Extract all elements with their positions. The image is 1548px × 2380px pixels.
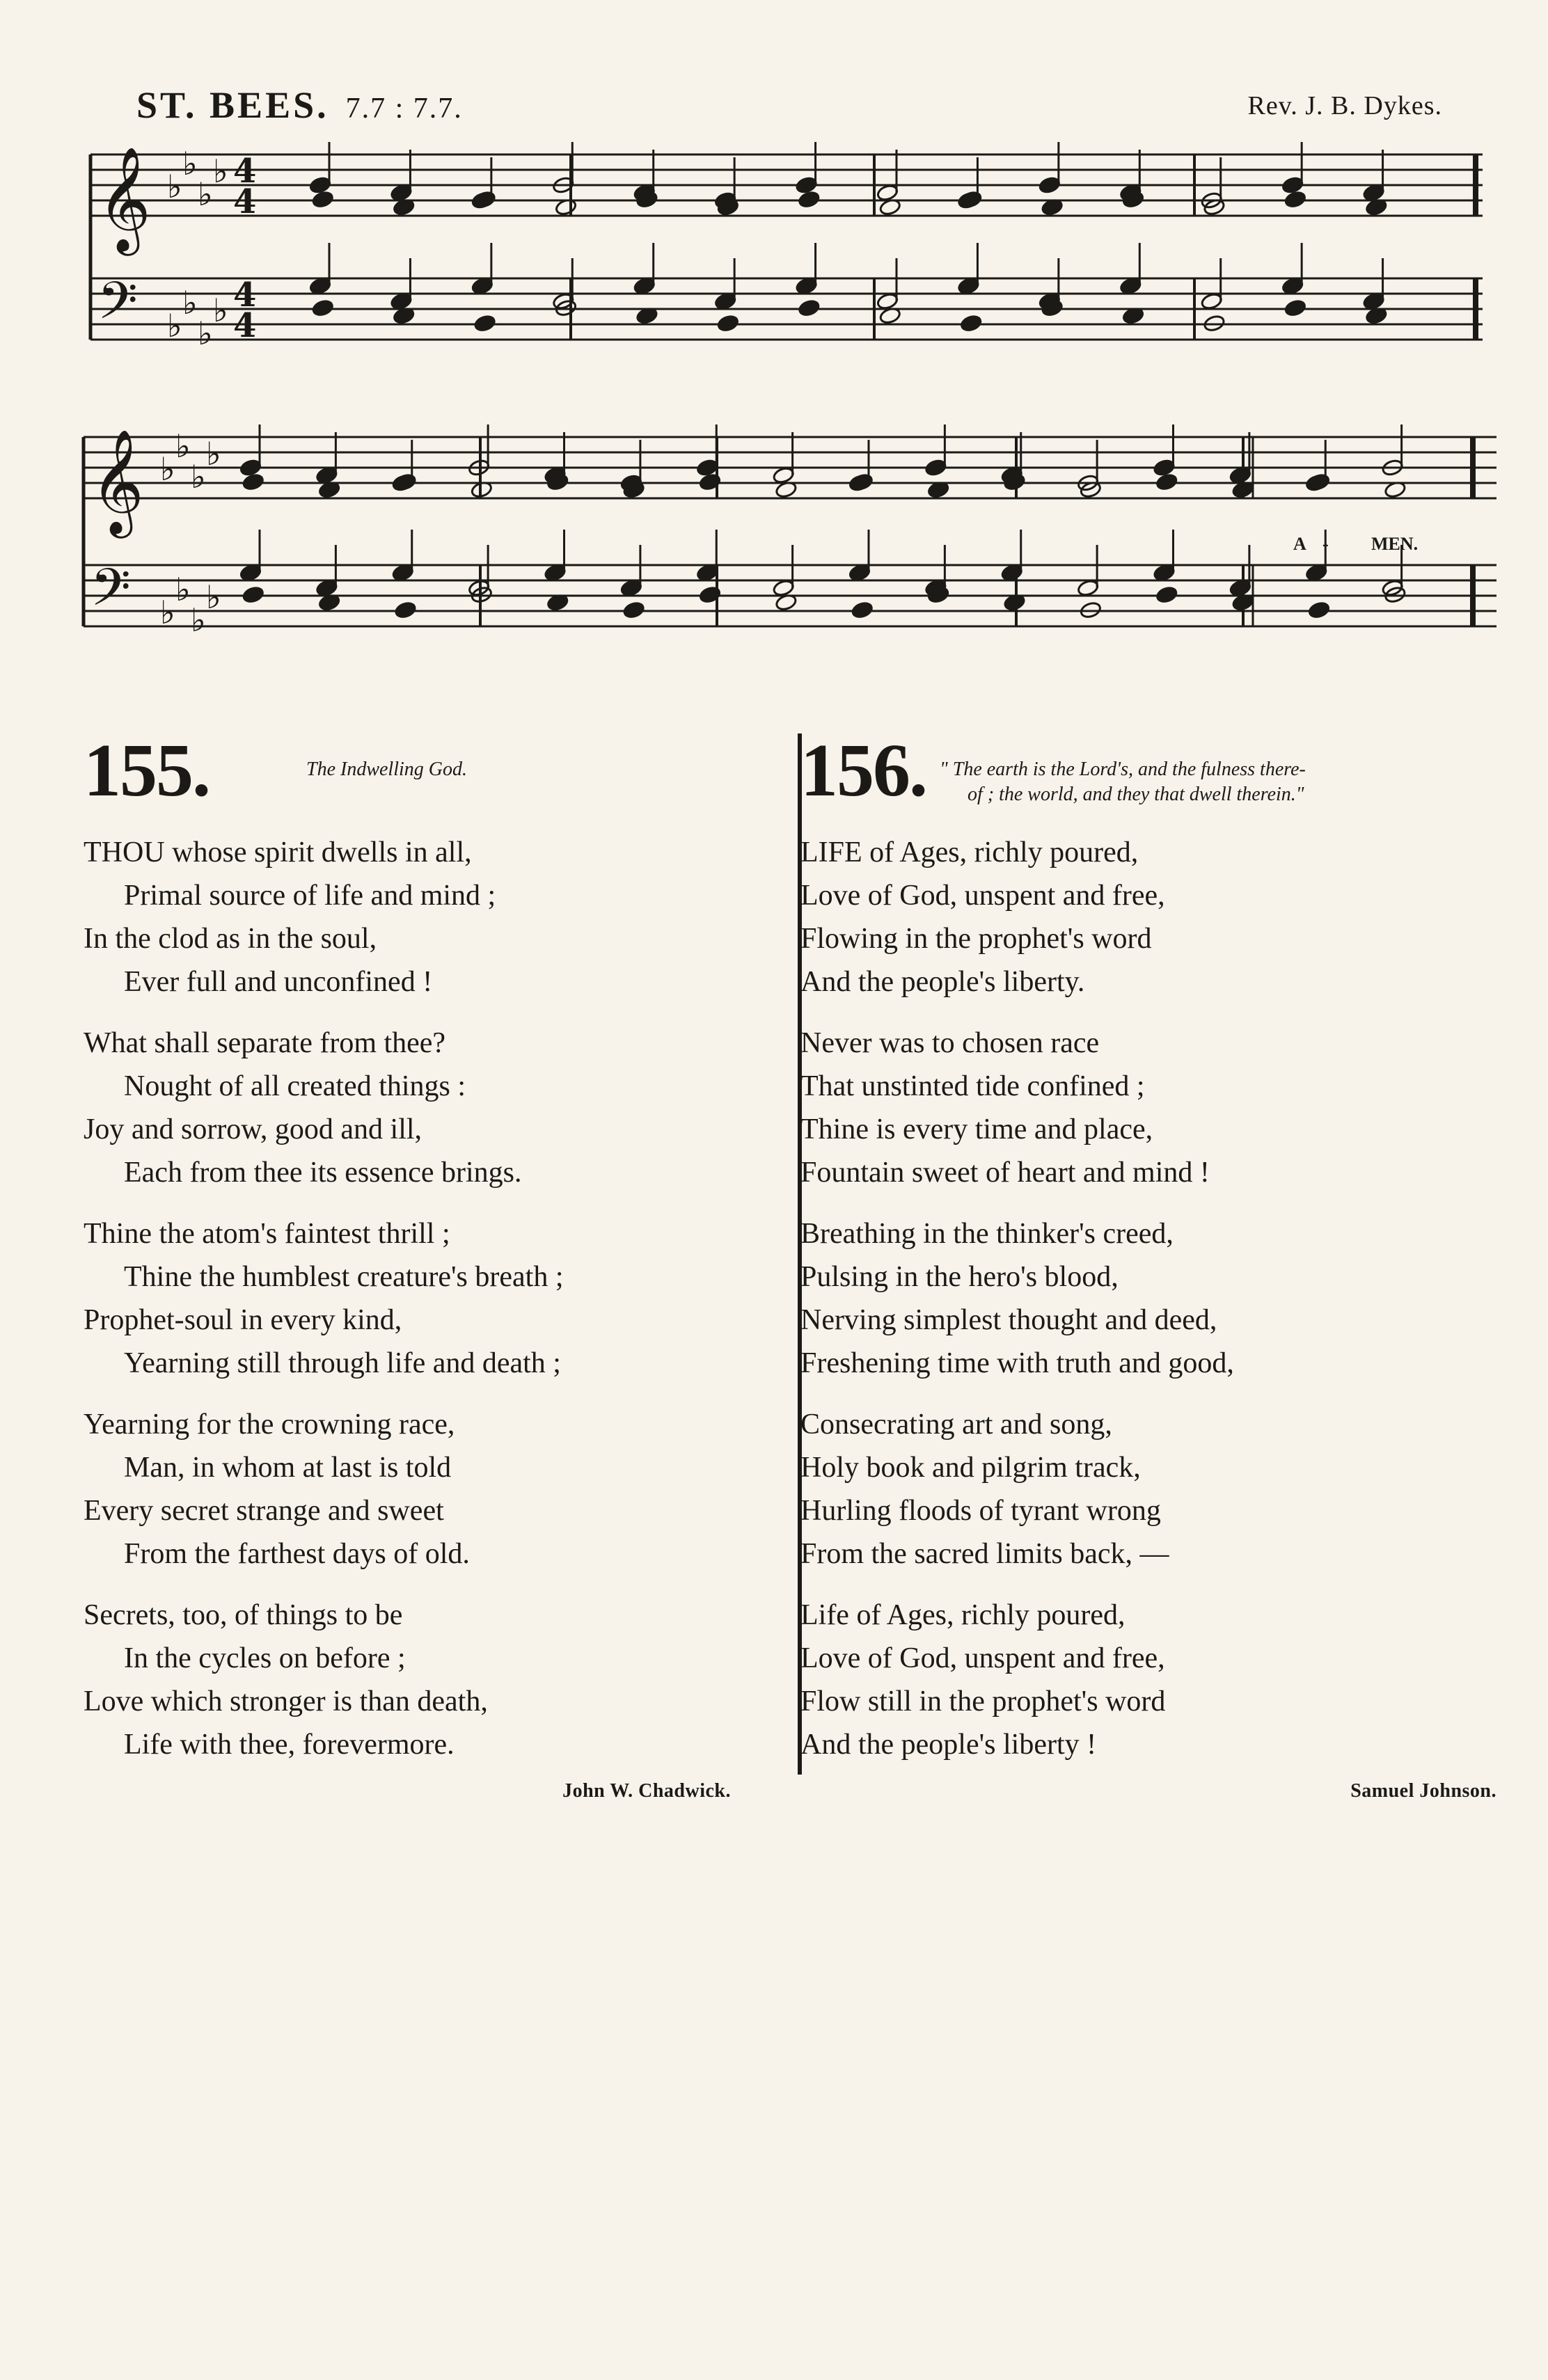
quarter-note — [633, 277, 655, 295]
quarter-note — [714, 292, 736, 310]
quarter-note — [309, 277, 331, 295]
quarter-note — [392, 564, 414, 582]
stanza — [84, 831, 752, 1003]
hymn-subtitle — [940, 757, 1469, 807]
quarter-note — [795, 176, 817, 194]
quarter-note — [312, 299, 334, 317]
hymn-subtitle: The Indwelling God. — [306, 759, 467, 780]
quarter-note — [239, 459, 262, 477]
quarter-note — [1284, 299, 1306, 317]
hymn-author: Samuel Johnson. — [1350, 1780, 1496, 1802]
quarter-note — [851, 473, 874, 491]
verse-line: Flowing in the prophet's word — [800, 923, 1152, 955]
quarter-note — [795, 277, 817, 295]
quarter-note — [1153, 564, 1175, 582]
verse-line: From the farthest days of old. — [124, 1538, 470, 1570]
bass-clef-icon: 𝄢 — [90, 557, 131, 630]
quarter-note — [717, 314, 739, 332]
verse-line: Primal source of life and mind ; — [124, 880, 496, 912]
flat-icon: ♭ — [198, 315, 213, 352]
hymn-156 — [800, 729, 1496, 1802]
quarter-note — [798, 190, 820, 208]
bass-clef-icon: 𝄢 — [97, 271, 138, 344]
flat-icon: ♭ — [206, 578, 221, 616]
half-note — [876, 184, 899, 202]
quarter-note — [544, 564, 566, 582]
stanza — [84, 1594, 752, 1766]
quarter-note — [1362, 292, 1384, 310]
half-note — [1200, 292, 1222, 310]
flat-icon: ♭ — [167, 168, 182, 205]
quarter-note — [394, 473, 416, 491]
verse-line: Yearning for the crowning race, — [84, 1409, 455, 1441]
verse-line: Fountain sweet of heart and mind ! — [800, 1157, 1210, 1189]
flat-icon: ♭ — [167, 307, 182, 344]
flat-icon: ♭ — [191, 601, 206, 639]
verse-line: Every secret strange and sweet — [84, 1495, 444, 1527]
flat-icon: ♭ — [198, 175, 213, 213]
stanza — [800, 1594, 1469, 1766]
verse-line: Love which stronger is than death, — [84, 1685, 488, 1717]
quarter-note — [312, 190, 334, 208]
verse-line: From the sacred limits back, — — [800, 1538, 1169, 1570]
half-note — [772, 579, 794, 597]
quarter-note — [1229, 579, 1251, 597]
flat-icon: ♭ — [160, 594, 175, 631]
quarter-note — [1153, 459, 1175, 477]
quarter-note — [1362, 184, 1384, 202]
quarter-note — [394, 601, 416, 619]
quarter-note — [1281, 176, 1304, 194]
quarter-note — [620, 579, 642, 597]
quarter-note — [242, 473, 264, 491]
verse-line: Man, in whom at last is told — [124, 1452, 452, 1484]
quarter-note — [960, 314, 982, 332]
verse-line: THOU whose spirit dwells in all, — [84, 836, 472, 868]
quarter-note — [1308, 601, 1330, 619]
flat-icon: ♭ — [182, 145, 198, 182]
verse-line: And the people's liberty. — [800, 966, 1085, 998]
verse-line: Breathing in the thinker's creed, — [800, 1218, 1174, 1250]
quarter-note — [1305, 564, 1327, 582]
quarter-note — [315, 466, 338, 484]
amen-syllable: MEN. — [1371, 534, 1419, 554]
verse-line: And the people's liberty ! — [800, 1729, 1097, 1761]
stanza — [84, 1212, 752, 1385]
half-note — [772, 466, 794, 484]
quarter-note — [848, 564, 871, 582]
tune-name: ST. BEES. — [136, 84, 329, 126]
verse-line: Hurling floods of tyrant wrong — [800, 1495, 1161, 1527]
verse-line: Thine the atom's faintest thrill ; — [84, 1218, 450, 1250]
quarter-note — [1155, 473, 1178, 491]
quarter-note — [309, 176, 331, 194]
verse-line: Flow still in the prophet's word — [800, 1685, 1166, 1717]
verse-line: Life of Ages, richly poured, — [800, 1599, 1126, 1631]
quarter-note — [315, 579, 338, 597]
quarter-note — [390, 184, 412, 202]
verse-line: What shall separate from thee? — [84, 1027, 446, 1059]
stanza — [84, 1403, 752, 1576]
verse-line: Consecrating art and song, — [800, 1409, 1112, 1441]
quarter-note — [957, 277, 979, 295]
flat-icon: ♭ — [182, 284, 198, 322]
verse-line: Freshening time with truth and good, — [800, 1347, 1234, 1379]
music-score — [0, 0, 1548, 696]
flat-icon: ♭ — [175, 427, 191, 465]
quarter-note — [696, 459, 718, 477]
verse-line: Thine the humblest creature's breath ; — [124, 1261, 564, 1293]
hymn-verses — [800, 831, 1469, 1766]
quarter-note — [1308, 473, 1330, 491]
verse-line: Love of God, unspent and free, — [800, 1642, 1165, 1674]
verse-line: Life with thee, forevermore. — [124, 1729, 455, 1761]
quarter-note — [1155, 585, 1178, 603]
quarter-note — [1229, 466, 1251, 484]
flat-icon: ♭ — [175, 571, 191, 608]
verse-line: LIFE of Ages, richly poured, — [800, 836, 1139, 868]
quarter-note — [239, 564, 262, 582]
time-signature: 4 — [233, 276, 257, 315]
hymn-155 — [84, 729, 752, 1802]
quarter-note — [924, 459, 947, 477]
quarter-note — [473, 314, 496, 332]
hymn-subtitle-line: " The earth is the Lord's, and the fulness there- — [940, 759, 1306, 780]
tune-meter: 7.7 : 7.7. — [345, 93, 463, 125]
quarter-note — [696, 564, 718, 582]
stanza — [800, 1212, 1469, 1385]
half-note — [876, 292, 899, 310]
hymn-number: 155. — [84, 729, 210, 812]
verse-line: Each from thee its essence brings. — [124, 1157, 522, 1189]
quarter-note — [960, 190, 982, 208]
verse-line: Holy book and pilgrim track, — [800, 1452, 1141, 1484]
verse-line: Love of God, unspent and free, — [800, 880, 1165, 912]
verse-line: In the clod as in the soul, — [84, 923, 377, 955]
quarter-note — [1001, 564, 1023, 582]
verse-line: Never was to chosen race — [800, 1027, 1100, 1059]
treble-clef-icon: 𝄞 — [90, 428, 144, 534]
flat-icon: ♭ — [213, 292, 228, 329]
amen-syllable: A — [1293, 534, 1306, 554]
verse-line: In the cycles on before ; — [124, 1642, 406, 1674]
quarter-note — [798, 299, 820, 317]
time-signature: 4 — [233, 152, 257, 191]
flat-icon: ♭ — [213, 152, 228, 190]
verse-line: Nerving simplest thought and deed, — [800, 1304, 1217, 1336]
amen-syllable: - — [1322, 534, 1329, 554]
quarter-note — [473, 190, 496, 208]
stanza — [800, 831, 1469, 1003]
hymn-subtitle-line: of ; the world, and they that dwell therein." — [968, 784, 1304, 805]
verse-line: Yearning still through life and death ; — [124, 1347, 561, 1379]
verse-line: Joy and sorrow, good and ill, — [84, 1113, 422, 1145]
flat-icon: ♭ — [206, 435, 221, 473]
verse-line: Nought of all created things : — [124, 1070, 466, 1102]
time-signature: 4 — [233, 306, 257, 345]
quarter-note — [851, 601, 874, 619]
quarter-note — [471, 277, 493, 295]
flat-icon: ♭ — [160, 450, 175, 488]
stanza — [800, 1403, 1469, 1576]
quarter-note — [1281, 277, 1304, 295]
flat-icon: ♭ — [191, 458, 206, 495]
quarter-note — [622, 601, 645, 619]
verse-line: Prophet-soul in every kind, — [84, 1304, 402, 1336]
quarter-note — [1284, 190, 1306, 208]
half-note — [1077, 579, 1099, 597]
hymn-author: John W. Chadwick. — [562, 1780, 731, 1802]
quarter-note — [1038, 176, 1061, 194]
hymn-verses — [84, 831, 752, 1766]
stanza — [84, 1022, 752, 1194]
verse-line: Secrets, too, of things to be — [84, 1599, 403, 1631]
treble-clef-icon: 𝄞 — [97, 145, 151, 251]
verse-line: Pulsing in the hero's blood, — [800, 1261, 1119, 1293]
time-signature: 4 — [233, 182, 257, 221]
quarter-note — [390, 292, 412, 310]
hymn-number: 156. — [800, 729, 926, 812]
verse-line: That unstinted tide confined ; — [800, 1070, 1145, 1102]
verse-line: Thine is every time and place, — [800, 1113, 1153, 1145]
quarter-note — [1119, 277, 1142, 295]
stanza — [800, 1022, 1469, 1194]
quarter-note — [242, 585, 264, 603]
verse-line: Ever full and unconfined ! — [124, 966, 433, 998]
composer: Rev. J. B. Dykes. — [1247, 91, 1442, 120]
